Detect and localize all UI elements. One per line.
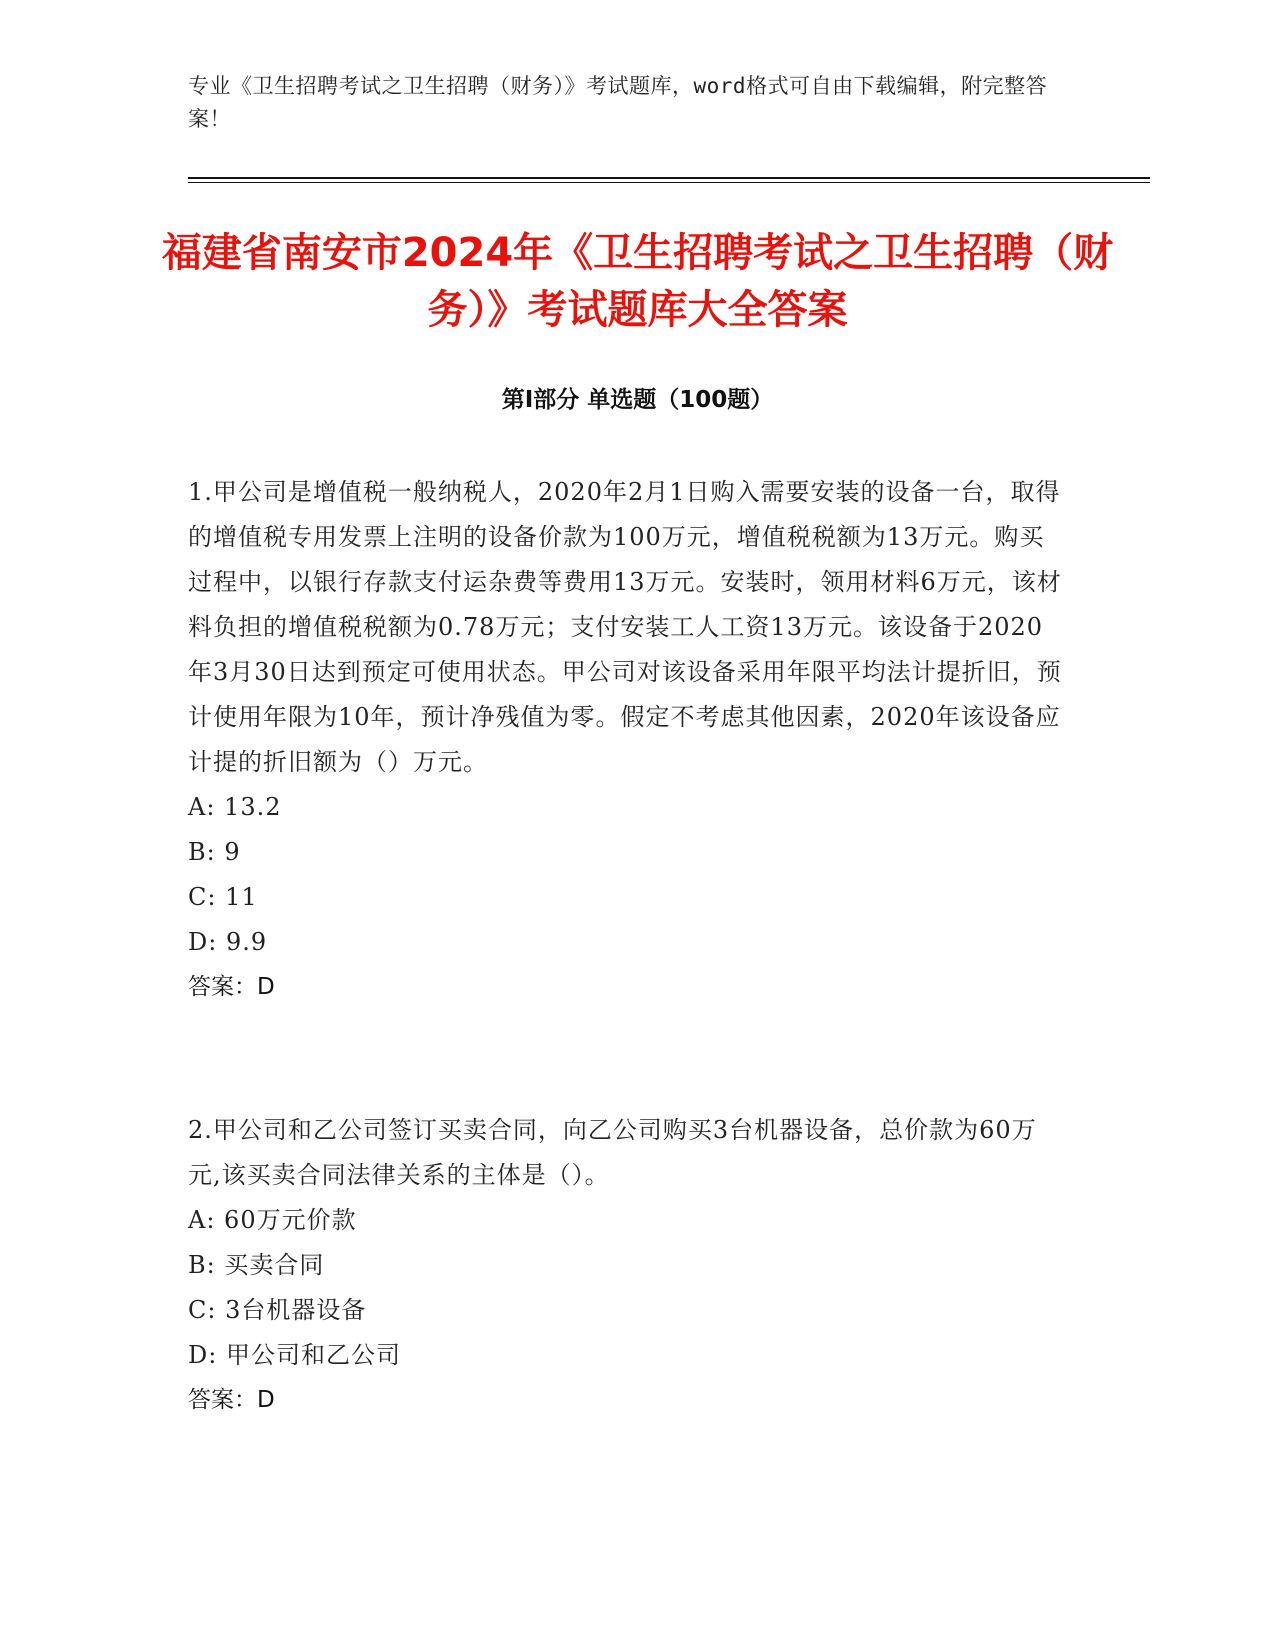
header-divider-thin [188,182,1150,183]
section-heading: 第I部分 单选题（100题） [501,387,774,413]
answer-line: 答案：D [188,1387,275,1413]
question-2 [188,1108,1068,1423]
option-d: D: 9.9 [188,928,268,956]
header-divider-thick [188,177,1150,179]
option-d: D: 甲公司和乙公司 [188,1341,401,1369]
option-b: B: 买卖合同 [188,1251,325,1279]
option-a: A: 13.2 [188,793,282,821]
document-title: 福建省南安市2024年《卫生招聘考试之卫生招聘（财务）》考试题库大全答案 [161,230,1114,333]
answer-line: 答案：D [188,974,275,1000]
option-c: C: 3台机器设备 [188,1296,367,1324]
option-c: C: 11 [188,883,258,911]
question-stem: 1.甲公司是增值税一般纳税人，2020年2月1日购入需要安装的设备一台，取得的增值税专用发票上注明的设备价款为100万元，增值税税额为13万元。购买过程中，以银行存款支付运杂费等费用13万元。安装时，领用材料6万元，该材料负担的增值税税额为0.78万元；支付安装工人工资13万元。该设备于2020年3月30日达到预定可使用状态。甲公司对该设备采用年限平均法计提折旧，预计使用年限为10年，预计净残值为零。假定不考虑其他因素，2020年该设备应计提的折旧额为（）万元。 [188,478,1062,776]
header-note: 专业《卫生招聘考试之卫生招聘（财务）》考试题库，word格式可自由下载编辑，附完整答案！ [188,74,1048,131]
question-1 [188,470,1068,1010]
question-stem: 2.甲公司和乙公司签订买卖合同，向乙公司购买3台机器设备，总价款为60万元,该买卖合同法律关系的主体是（）。 [188,1116,1037,1189]
option-a: A: 60万元价款 [188,1206,357,1234]
option-b: B: 9 [188,838,241,866]
